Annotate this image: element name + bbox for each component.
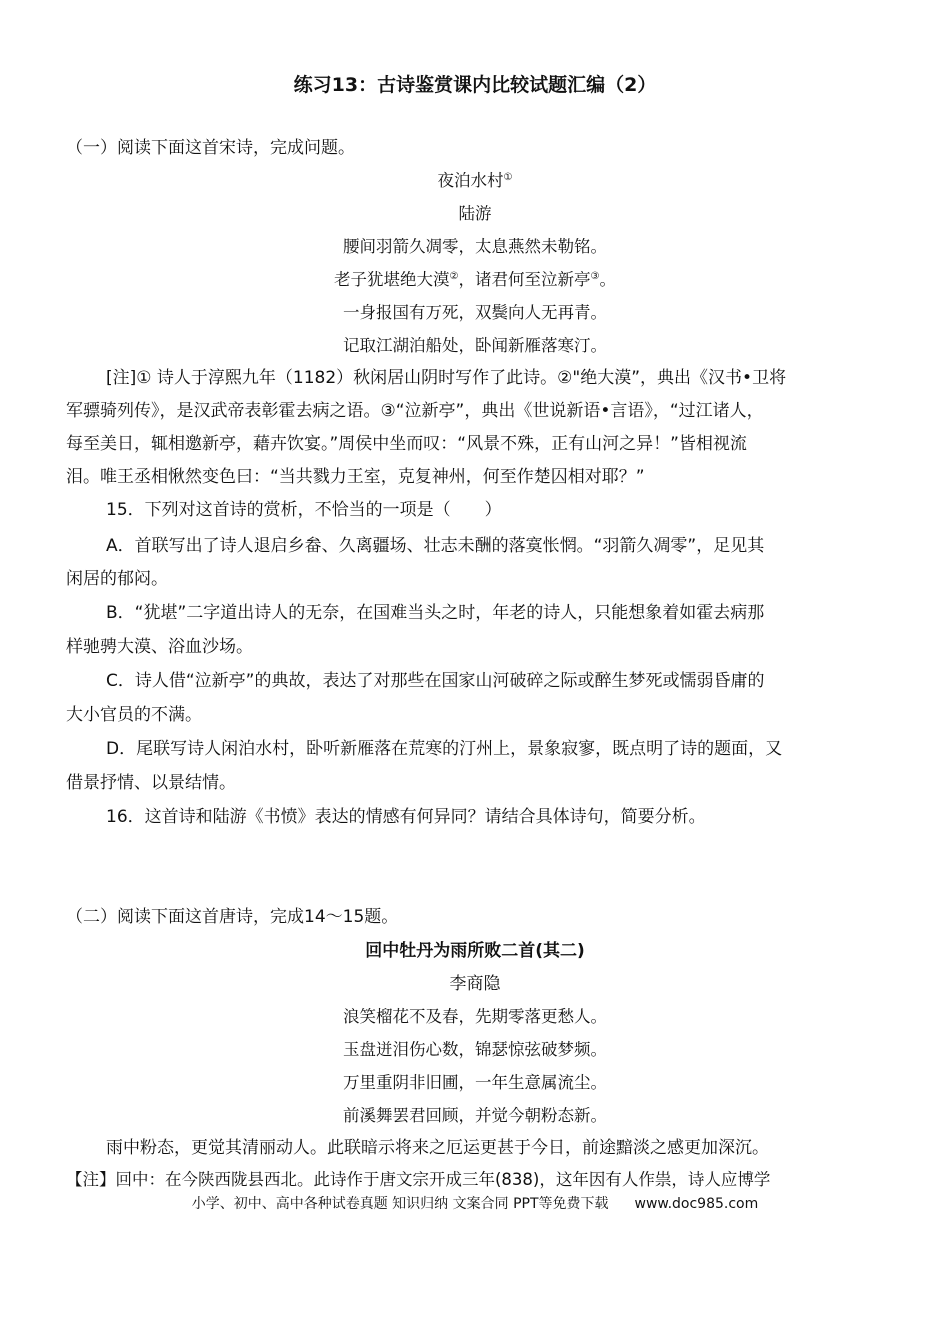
question-15: 15．下列对这首诗的赏析，不恰当的一项是（ ） (106, 500, 502, 520)
question-16: 16．这首诗和陆游《书愤》表达的情感有何异同？请结合具体诗句，简要分析。 (106, 807, 706, 827)
poem2-note: 【注】回中：在今陕西陇县西北。此诗作于唐文宗开成三年(838)，这年因有人作祟，诗人应博学 (66, 1170, 771, 1189)
footer-text: 小学、初中、高中各种试卷真题 知识归纳 文案合同 PPT等免费下载 (191, 1196, 609, 1212)
poem1-line-3: 一身报国有万死，双鬓向人无再青。 (343, 303, 607, 322)
option-a-line-1: A．首联写出了诗人退启乡畚、久离疆场、壮志未酬的落寞怅惘。“羽箭久凋零”，足见其 (106, 536, 765, 556)
section1-intro: （一）阅读下面这首宋诗，完成问题。 (66, 138, 355, 158)
option-b-line-1: B．“犹堪”二字道出诗人的无奈，在国难当头之时，年老的诗人，只能想象着如霍去病那 (106, 603, 765, 623)
poem2-commentary: 雨中粉态，更觉其清丽动人。此联暗示将来之厄运更甚于今日，前途黯淡之感更加深沉。 (106, 1138, 769, 1158)
poem1-note-mark-2: ② (449, 271, 459, 282)
poem1-title-text: 夜泊水村 (437, 171, 504, 190)
notes-line-2: 军骠骑列传》，是汉武帝表彰霍去病之语。③“泣新亭”，典出《世说新语•言语》，“过江诸人， (66, 401, 764, 421)
poem2-line-2: 玉盘迸泪伤心数，锦瑟惊弦破梦频。 (343, 1040, 607, 1059)
poem1-title (0, 170, 950, 192)
poem1-title-note-mark: ① (503, 172, 513, 183)
option-c-line-1: C．诗人借“泣新亭”的典故，表达了对那些在国家山河破碎之际或醉生梦死或懦弱昏庸的 (106, 671, 765, 691)
poem1-line-2-part-c: 。 (599, 270, 616, 289)
poem1-note-mark-3: ③ (590, 271, 600, 282)
poem1-line-2-part-a: 老子犹堪绝大漠 (334, 270, 450, 289)
poem2-line-1: 浪笑榴花不及春，先期零落更愁人。 (343, 1007, 607, 1026)
poem2-line-3: 万里重阴非旧圃，一年生意属流尘。 (343, 1073, 607, 1092)
poem1-author: 陆游 (458, 204, 492, 223)
option-a-line-2: 闲居的郁闷。 (66, 569, 168, 589)
poem1-line-2 (0, 269, 950, 291)
poem1-line-1: 腰间羽箭久凋零，太息燕然未勒铭。 (343, 237, 607, 256)
option-d-line-2: 借景抒情、以景结情。 (66, 773, 236, 793)
poem1-line-4: 记取江湖泊船处，卧闻新雁落寒汀。 (343, 336, 607, 355)
option-c-line-2: 大小官员的不满。 (66, 705, 202, 725)
notes-line-4: 泪。唯王丞相愀然变色曰：“当共戮力王室，克复神州，何至作楚囚相对耶？” (66, 467, 645, 487)
poem2-title: 回中牡丹为雨所败二首(其二) (365, 941, 585, 961)
notes-line-1: [注]① 诗人于淳熙九年（1182）秋闲居山阴时写作了此诗。②"绝大漠”，典出《汉书•卫将 (106, 368, 787, 388)
page-title: 练习13：古诗鉴赏课内比较试题汇编（2） (293, 74, 657, 96)
section2-intro: （二）阅读下面这首唐诗，完成14～15题。 (66, 907, 399, 927)
footer-url[interactable]: www.doc985.com (634, 1196, 759, 1212)
poem1-line-2-part-b: ，诸君何至泣新亭 (458, 270, 591, 289)
notes-line-3: 每至美日，辄相邀新亭，藉卉饮宴。”周侯中坐而叹：“风景不殊，正有山河之异！”皆相视流 (66, 434, 747, 454)
option-b-line-2: 样驰骋大漠、浴血沙场。 (66, 637, 253, 657)
poem2-line-4: 前溪舞罢君回顾，并觉今朝粉态新。 (343, 1106, 607, 1125)
option-d-line-1: D．尾联写诗人闲泊水村，卧听新雁落在荒寒的汀州上，景象寂寥，既点明了诗的题面，又 (106, 739, 783, 759)
poem2-author: 李商隐 (449, 974, 501, 994)
page-footer (0, 1193, 950, 1215)
